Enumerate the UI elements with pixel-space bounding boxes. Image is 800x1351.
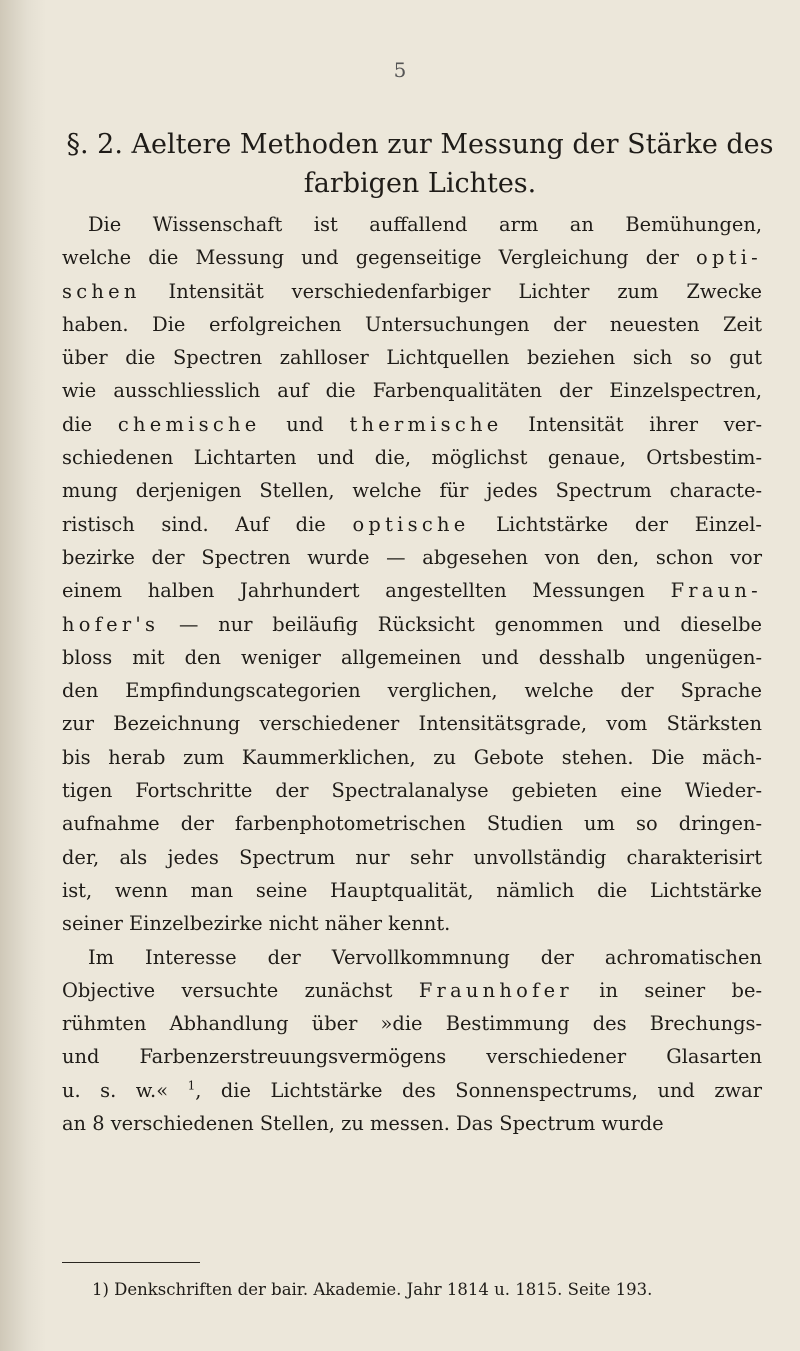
text-run: — nur beiläufig Rücksicht genommen und dieselbe [159,612,762,636]
text-line [62,641,762,674]
text-line [62,1040,762,1073]
text-line [62,275,762,308]
text-run: über die Spectren zahlloser Lichtquellen beziehen sich so gut [62,346,762,370]
text-line [62,1007,762,1040]
footnote-rule [62,1262,200,1263]
text-run: ist, wenn man seine Hauptqualität, nämlich die Lichtstärke [62,878,762,902]
text-run: und [260,412,350,436]
text-run: an 8 verschiedenen Stellen, zu messen. Das Spectrum wurde [62,1112,664,1136]
text-run: schiedenen Lichtarten und die, möglichst genaue, Ortsbestim- [62,446,762,470]
text-run: wie ausschliesslich auf die Farbenqualitäten der Einzelspectren, [62,379,762,403]
text-run: Im Interesse der Vervollkommnung der achromatischen [88,945,762,969]
footnote: 1) Denkschriften der bair. Akademie. Jahr 1814 u. 1815. Seite 193. [92,1280,653,1299]
text-line [62,441,762,474]
text-line [62,741,762,774]
text-run: , die Lichtstärke des Sonnenspectrums, und zwar [195,1078,762,1102]
section-heading-line: §. 2. Aeltere Methoden zur Messung der Stärke des [66,129,774,160]
text-line [62,907,762,940]
text-line [62,241,762,274]
section-heading [60,125,780,203]
text-line [62,1074,762,1107]
text-run: einem halben Jahrhundert angestellten Messungen [62,579,671,603]
footnote-marker: 1 [187,1078,196,1093]
text-run: Die Wissenschaft ist auffallend arm an Bemühungen, [88,213,762,236]
text-line [62,208,762,241]
spaced-emphasis: opti- [696,246,762,270]
text-run: Intensität ihrer ver- [502,412,762,436]
text-run: bis herab zum Kaummerklichen, zu Gebote stehen. Die mäch- [62,745,762,769]
text-line [62,674,762,707]
text-run: mung derjenigen Stellen, welche für jedes Spectrum characte- [62,479,762,503]
text-line [62,807,762,840]
text-line [62,774,762,807]
text-run: in seiner be- [572,978,762,1002]
body-text [62,208,762,1140]
spaced-emphasis: schen [62,279,141,303]
text-run: zur Bezeichnung verschiedener Intensitätsgrade, vom Stärksten [62,712,762,736]
text-run: den Empfindungscategorien verglichen, welche der Sprache [62,679,762,703]
text-line [62,608,762,641]
text-run: Lichtstärke der Einzel- [469,512,762,536]
section-heading-line: farbigen Lichtes. [303,168,537,199]
text-line [62,341,762,374]
text-line [62,974,762,1007]
text-run: rühmten Abhandlung über »die Bestimmung des Brechungs- [62,1012,762,1036]
text-line [62,1107,762,1140]
text-run: der, als jedes Spectrum nur sehr unvollständig charakterisirt [62,845,762,869]
text-line [62,541,762,574]
text-run: welche die Messung und gegenseitige Vergleichung der [62,246,697,270]
spaced-emphasis: Fraun- [670,579,762,603]
text-run: die [62,412,118,436]
spaced-emphasis: hofer's [62,612,160,636]
spaced-emphasis: thermische [349,412,503,436]
text-line [62,941,762,974]
spaced-emphasis: Fraunhofer [418,978,573,1002]
text-run: u. s. w.« [62,1078,188,1102]
spaced-emphasis: chemische [117,412,261,436]
text-run: aufnahme der farbenphotometrischen Studien um so dringen- [62,812,762,836]
text-run: ristisch sind. Auf die [62,512,353,536]
text-run: Intensität verschiedenfarbiger Lichter zum Zwecke [140,279,762,303]
text-line [62,408,762,441]
text-line [62,374,762,407]
text-line [62,841,762,874]
text-run: tigen Fortschritte der Spectralanalyse gebieten eine Wieder- [62,779,762,803]
page-number: 5 [393,58,407,82]
text-run: haben. Die erfolgreichen Untersuchungen der neuesten Zeit [62,312,762,336]
text-run: bezirke der Spectren wurde — abgesehen von den, schon vor [62,545,762,569]
text-run: und Farbenzerstreuungsvermögens verschiedener Glasarten [62,1045,762,1069]
text-line [62,874,762,907]
spaced-emphasis: optische [352,512,470,536]
text-run: bloss mit den weniger allgemeinen und desshalb ungenügen- [62,645,762,669]
text-run: Objective versuchte zunächst [62,978,419,1002]
text-line [62,308,762,341]
text-run: seiner Einzelbezirke nicht näher kennt. [62,912,451,936]
text-line [62,474,762,507]
text-line [62,707,762,740]
text-line [62,508,762,541]
text-line [62,574,762,607]
